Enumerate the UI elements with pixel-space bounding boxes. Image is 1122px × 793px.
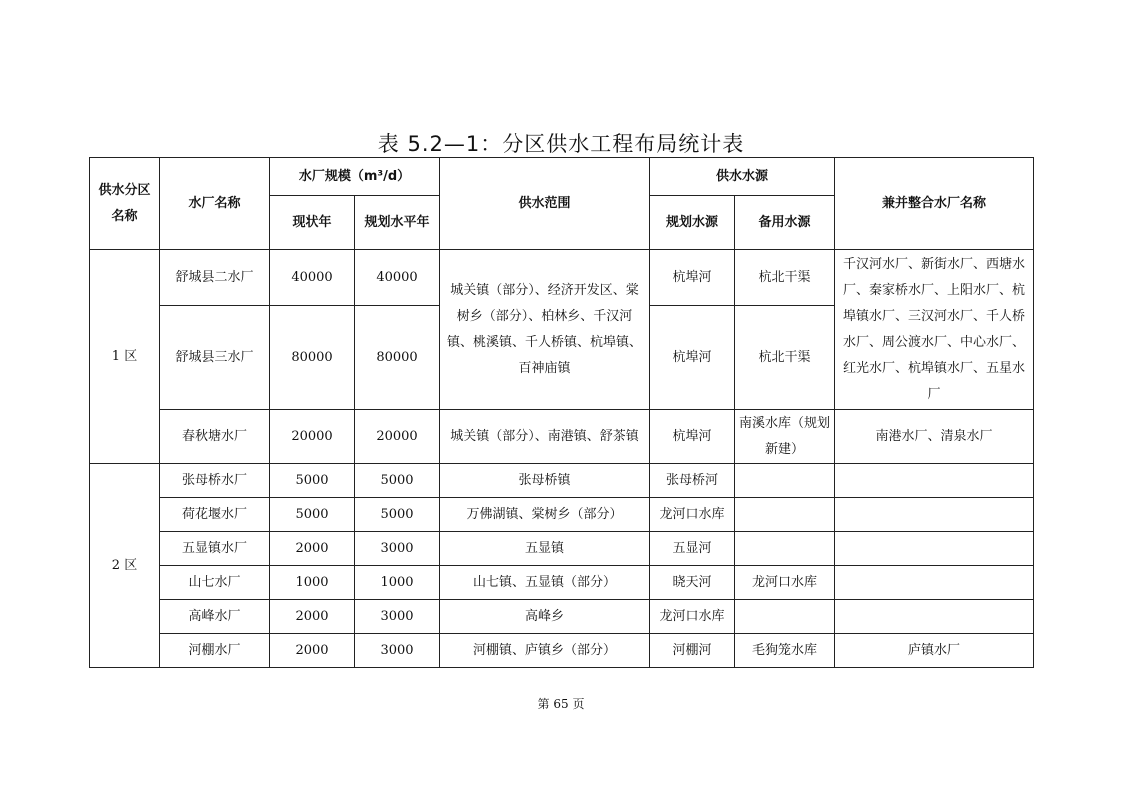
supply-range: 城关镇（部分）、南港镇、舒茶镇 xyxy=(440,410,650,464)
table-row xyxy=(90,498,1034,532)
supply-range: 山七镇、五显镇（部分） xyxy=(440,566,650,600)
plant-name: 荷花堰水厂 xyxy=(160,498,270,532)
header-range: 供水范围 xyxy=(440,158,650,250)
planned-scale: 5000 xyxy=(355,498,440,532)
planned-source: 杭埠河 xyxy=(650,250,735,306)
supply-range: 河棚镇、庐镇乡（部分） xyxy=(440,634,650,668)
current-scale: 2000 xyxy=(270,634,355,668)
planned-source: 龙河口水库 xyxy=(650,498,735,532)
backup-source: 南溪水库（规划新建） xyxy=(735,410,835,464)
plant-name: 高峰水厂 xyxy=(160,600,270,634)
zone-name: 1 区 xyxy=(90,250,160,464)
merge-plants: 千汉河水厂、新街水厂、西塘水厂、秦家桥水厂、上阳水厂、杭埠镇水厂、三汉河水厂、千人桥水厂、周公渡水厂、中心水厂、红光水厂、杭埠镇水厂、五星水厂 xyxy=(835,250,1034,410)
current-scale: 2000 xyxy=(270,600,355,634)
current-scale: 40000 xyxy=(270,250,355,306)
supply-range: 五显镇 xyxy=(440,532,650,566)
planned-scale: 5000 xyxy=(355,464,440,498)
header-zone: 供水分区名称 xyxy=(90,158,160,250)
merge-plants xyxy=(835,498,1034,532)
backup-source xyxy=(735,532,835,566)
plant-name: 舒城县三水厂 xyxy=(160,306,270,410)
merge-plants: 庐镇水厂 xyxy=(835,634,1034,668)
planned-source: 晓天河 xyxy=(650,566,735,600)
current-scale: 5000 xyxy=(270,498,355,532)
backup-source: 毛狗笼水库 xyxy=(735,634,835,668)
plant-name: 五显镇水厂 xyxy=(160,532,270,566)
supply-layout-table xyxy=(89,157,1034,668)
planned-scale: 20000 xyxy=(355,410,440,464)
header-backup-source: 备用水源 xyxy=(735,196,835,250)
table-row xyxy=(90,410,1034,464)
planned-scale: 3000 xyxy=(355,634,440,668)
page-number: 第 65 页 xyxy=(537,697,585,711)
planned-source: 杭埠河 xyxy=(650,410,735,464)
plant-name: 舒城县二水厂 xyxy=(160,250,270,306)
planned-source: 张母桥河 xyxy=(650,464,735,498)
current-scale: 2000 xyxy=(270,532,355,566)
merge-plants: 南港水厂、清泉水厂 xyxy=(835,410,1034,464)
merge-plants xyxy=(835,464,1034,498)
current-scale: 80000 xyxy=(270,306,355,410)
plant-name: 山七水厂 xyxy=(160,566,270,600)
header-merge: 兼并整合水厂名称 xyxy=(835,158,1034,250)
table-row xyxy=(90,566,1034,600)
header-current: 现状年 xyxy=(270,196,355,250)
table-row xyxy=(90,250,1034,306)
header-plant: 水厂名称 xyxy=(160,158,270,250)
header-row-1 xyxy=(90,158,1034,196)
planned-scale: 80000 xyxy=(355,306,440,410)
planned-source: 杭埠河 xyxy=(650,306,735,410)
backup-source: 杭北干渠 xyxy=(735,250,835,306)
backup-source xyxy=(735,464,835,498)
planned-scale: 3000 xyxy=(355,532,440,566)
planned-scale: 1000 xyxy=(355,566,440,600)
plant-name: 张母桥水厂 xyxy=(160,464,270,498)
backup-source: 龙河口水库 xyxy=(735,566,835,600)
planned-source: 五显河 xyxy=(650,532,735,566)
backup-source xyxy=(735,600,835,634)
header-source: 供水水源 xyxy=(650,158,835,196)
planned-source: 河棚河 xyxy=(650,634,735,668)
plant-name: 春秋塘水厂 xyxy=(160,410,270,464)
header-planned: 规划水平年 xyxy=(355,196,440,250)
table-row xyxy=(90,634,1034,668)
current-scale: 1000 xyxy=(270,566,355,600)
supply-range: 万佛湖镇、棠树乡（部分） xyxy=(440,498,650,532)
planned-scale: 3000 xyxy=(355,600,440,634)
merge-plants xyxy=(835,566,1034,600)
table-row xyxy=(90,464,1034,498)
page-title: 表 5.2—1：分区供水工程布局统计表 xyxy=(377,132,745,156)
supply-range: 张母桥镇 xyxy=(440,464,650,498)
backup-source: 杭北干渠 xyxy=(735,306,835,410)
current-scale: 5000 xyxy=(270,464,355,498)
merge-plants xyxy=(835,600,1034,634)
supply-range: 高峰乡 xyxy=(440,600,650,634)
zone-name: 2 区 xyxy=(90,464,160,668)
merge-plants xyxy=(835,532,1034,566)
planned-source: 龙河口水库 xyxy=(650,600,735,634)
backup-source xyxy=(735,498,835,532)
header-scale: 水厂规模（m³/d） xyxy=(270,158,440,196)
planned-scale: 40000 xyxy=(355,250,440,306)
table-row xyxy=(90,532,1034,566)
header-planned-source: 规划水源 xyxy=(650,196,735,250)
plant-name: 河棚水厂 xyxy=(160,634,270,668)
table-row xyxy=(90,600,1034,634)
supply-range: 城关镇（部分）、经济开发区、棠树乡（部分）、柏林乡、千汉河镇、桃溪镇、千人桥镇、杭埠镇、百神庙镇 xyxy=(440,250,650,410)
current-scale: 20000 xyxy=(270,410,355,464)
